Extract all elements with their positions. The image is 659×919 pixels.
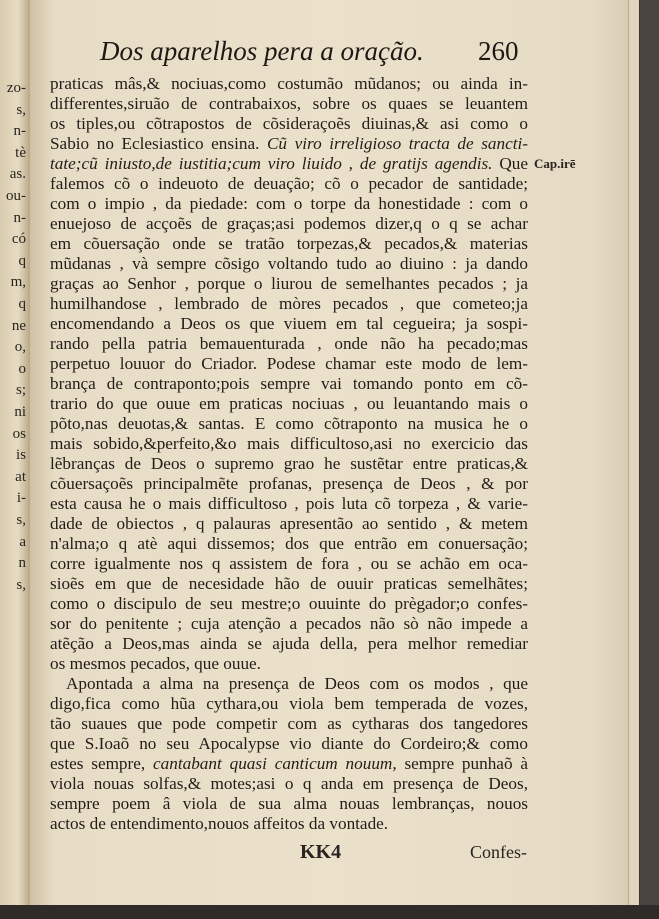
text-line: enuejoso de acçoẽs de graças;asi podemos dizer,q o q se achar	[50, 214, 528, 233]
facing-page-fragment: m,	[10, 274, 26, 291]
text-line: mais sobido,&perfeito,&o mais difficultoso,asi no exercicio das	[50, 434, 528, 453]
facing-page-fragment: n-	[13, 209, 26, 226]
text-line: põto,nas deuotas,& santas. E como cõtraponto na musica he o	[50, 414, 528, 433]
latin-quotation: Cũ viro irreligioso tracta de sancti-	[266, 134, 528, 153]
text-line: sioẽs em que de necesidade hão de ouuir praticas semelhãtes;	[50, 574, 528, 593]
page-number: 260	[478, 36, 519, 66]
text-line: Apontada a alma na presença de Deos com os modos , que	[66, 674, 528, 693]
text-line: estes sempre, cantabant quasi canticum nouum, sempre punhaõ à	[50, 754, 528, 773]
latin-quotation: tate;cũ iniusto,de iustitia;cum viro liuido , de gratijs agendis.	[50, 154, 493, 173]
facing-page-fragment: ou-	[6, 188, 26, 204]
text-line: n'alma;o q atè aqui dissemos; dos que entrão em conuersação;	[50, 534, 528, 553]
text-line: que S.Ioaõ no seu Apocalypse vio diante do Cordeiro;& como	[50, 734, 528, 753]
facing-page-fragment: n	[18, 555, 26, 572]
text-line: como o discipulo de seu mestre;o ouuinte do prègador;o confes-	[50, 594, 528, 613]
text-line: os tiples,ou cõtrapostos de cõsideraçoẽs diuinas,& asi como o	[50, 114, 528, 133]
facing-page-fragment: s;	[15, 382, 26, 399]
text-line: differentes,siruão de contrabaixos, sobre os quaes se leuantem	[50, 94, 528, 113]
facing-page-fragment: s,	[16, 576, 26, 593]
text-line: lẽbranças de Deos o supremo grao he sustẽtar entre praticas,&	[50, 454, 528, 473]
margin-note: Cap.irē	[534, 156, 576, 171]
facing-page-fragment: ne	[11, 317, 26, 334]
facing-page-fragment: i-	[16, 490, 26, 507]
facing-page-fragment: tè	[15, 144, 26, 161]
text-line: digo,fica como hũa cythara,ou viola bem temperada de vozes,	[50, 694, 528, 713]
text-line: tate;cũ iniusto,de iustitia;cum viro liuido , de gratijs agendis. Que	[50, 154, 528, 173]
facing-page-fragment: ni	[14, 404, 26, 420]
latin-quotation: cantabant quasi canticum nouum,	[153, 754, 397, 773]
signature-mark: KK4	[300, 841, 342, 863]
text-line: perpetuo louuor do Criador. Podese chamar este modo de lem-	[50, 354, 528, 373]
text-line: encomendando a Deos os que viuem em tal cegueira; ja sospi-	[50, 314, 528, 333]
text-line: mũdanas , và sempre cõsigo voltando tudo ao diuino : ja dando	[50, 254, 528, 273]
facing-page-fragment: s,	[16, 101, 26, 118]
facing-page-fragment: o	[18, 360, 26, 377]
text-line: cõuersaçoẽs principalmẽte profanas, presença de Deos , & por	[50, 474, 528, 493]
text-line: actos de entendimento,nouos affeitos da vontade.	[50, 814, 389, 833]
facing-page-edge	[0, 0, 30, 905]
text-line: viola nouas solfas,& motes;asi o q anda em presença de Deos,	[50, 774, 528, 793]
text-line: em cõuersação onde se tratão torpezas,& pecados,& materias	[50, 234, 528, 253]
facing-page-fragment: a	[19, 533, 26, 550]
catchword: Confes-	[470, 842, 527, 862]
body-text	[50, 74, 528, 834]
scan-border-bottom	[0, 905, 659, 919]
text-line: esta causa he o mais difficultoso , pois luta cõ torpeza , & varie-	[50, 494, 528, 513]
text-line: com o impio , da piedade: com o torpe da honestidade : com o	[50, 194, 528, 213]
text-line: humilhandose , lembrado de mòres pecados , que cometeo;ja	[50, 294, 528, 313]
facing-page-fragment: o,	[14, 339, 26, 356]
text-line: os mesmos pecados, que ouue.	[50, 654, 261, 673]
text-line: tão suaues que pode competir com as cytharas dos tangedores	[50, 714, 528, 733]
facing-page-fragment: at	[15, 468, 26, 485]
text-line: atẽção a Deos,mas ainda se ajuda della, pera melhor remediar	[50, 634, 528, 653]
text-line: praticas mâs,& nociuas,como costumão mũdanos; ou ainda in-	[50, 74, 528, 93]
text-line: corre igualmente nos q assistem de fora , ou se achão em oca-	[50, 554, 528, 573]
text-line: dade de obiectos , q palauras apresentão ao sentido , & metem	[50, 514, 528, 533]
facing-page-fragment: s,	[16, 512, 26, 528]
page-edge	[628, 0, 639, 905]
text-line: graças ao Senhor , porque o liurou de semelhantes pecados ; ja	[50, 274, 528, 293]
text-line: sor do penitente ; cuja atenção a pecados não sò não impede a	[50, 614, 528, 633]
running-title: Dos aparelhos pera a oração.	[100, 36, 424, 66]
text-line: trario do que ouue em praticas nociuas , ou leuantando mais o	[50, 394, 528, 413]
text-line: brança de contraponto;pois sempre vai tomando ponto em cõ-	[50, 374, 528, 393]
text-line: sempre poem â viola de sua alma nouas lembranças, nouos	[50, 794, 528, 813]
facing-page-fragment: is	[15, 447, 26, 464]
facing-page-fragment: q	[18, 252, 26, 269]
facing-page-fragment: q	[18, 296, 26, 312]
facing-page-fragment: có	[11, 231, 26, 248]
facing-page-fragment: as.	[9, 166, 26, 183]
facing-page-fragment: zo-	[6, 80, 26, 96]
facing-page-fragment: n-	[13, 123, 26, 140]
text-line: Sabio no Eclesiastico ensina. Cũ viro irreligioso tracta de sancti-	[50, 134, 528, 153]
facing-page-fragment: os	[12, 425, 26, 442]
scan-border-right	[640, 0, 659, 905]
text-line: falemos cõ o indeuoto de deuação; cõ o pecador de santidade;	[50, 174, 528, 193]
text-line: rando pella patria bemauenturada , onde não ha pecado;mas	[50, 334, 528, 353]
